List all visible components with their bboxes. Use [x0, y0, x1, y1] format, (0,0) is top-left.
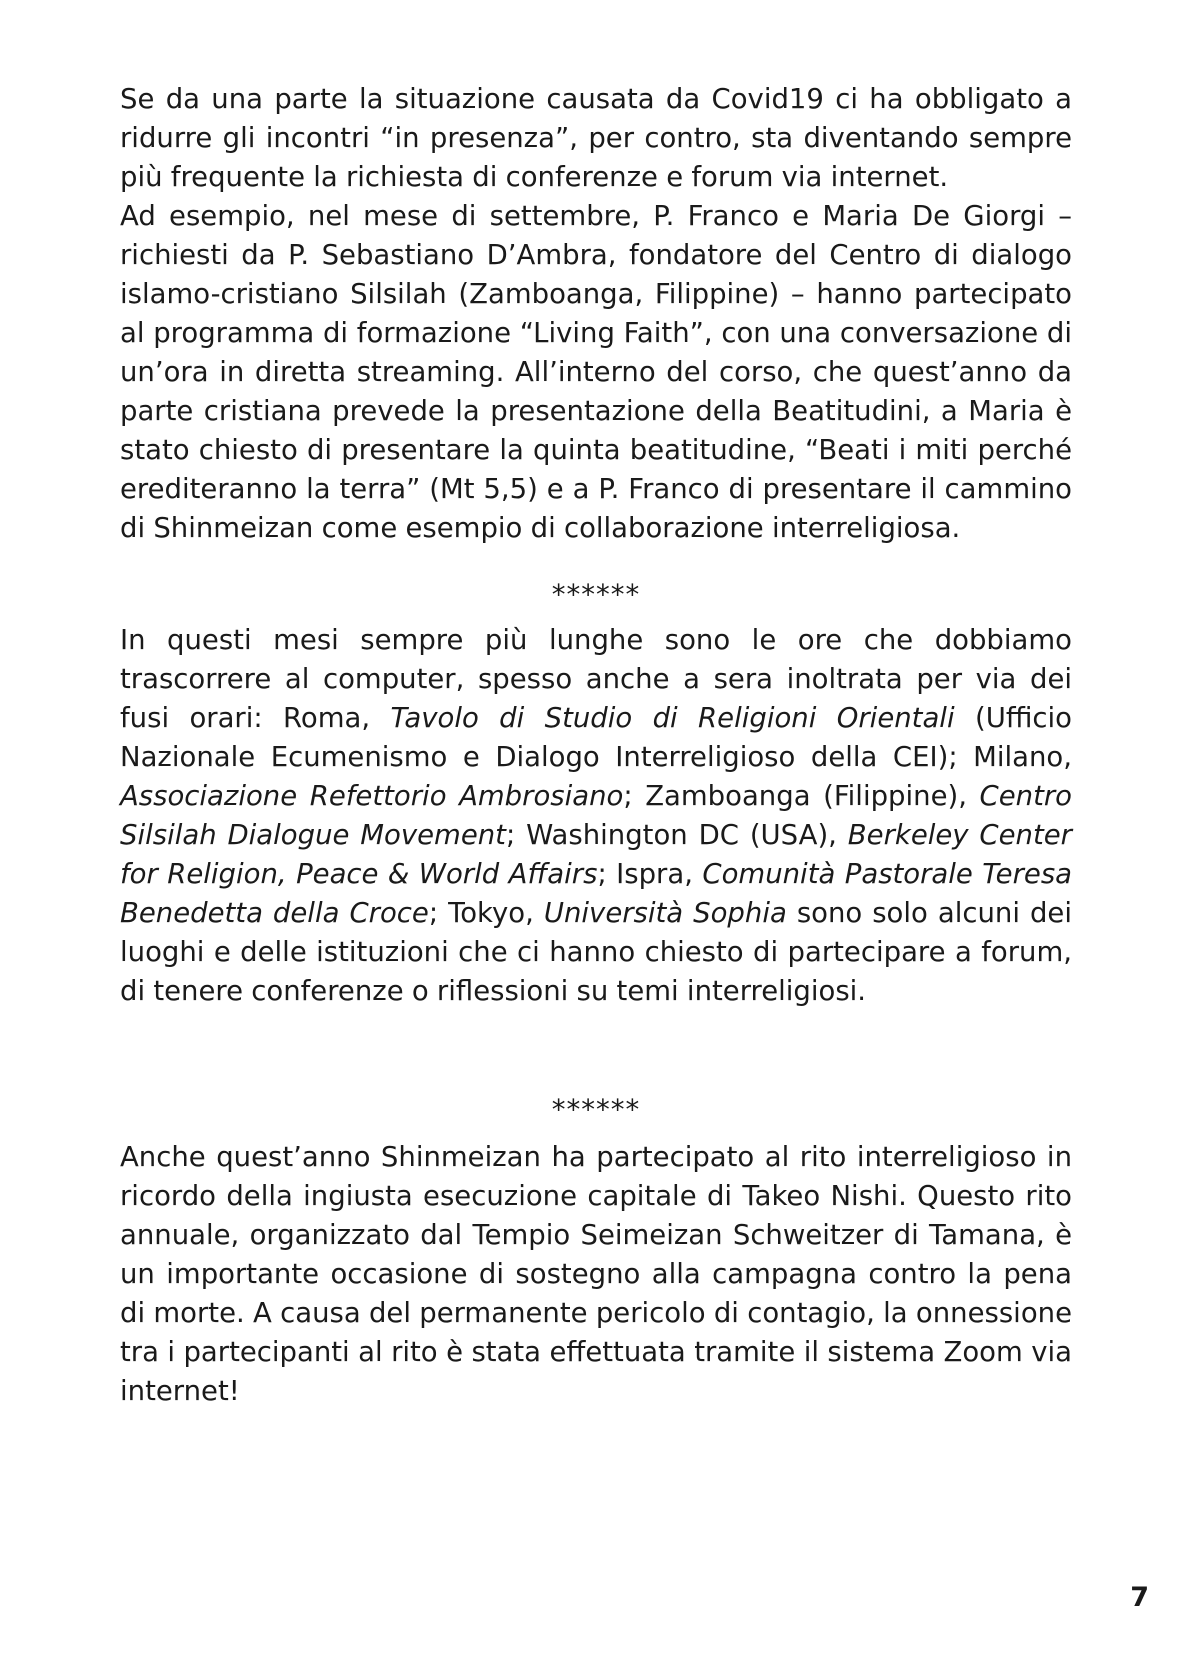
institution-name: Comunità Pastorale Teresa Benedetta della Croce	[120, 858, 1073, 929]
text-segment: ; Washington DC (USA),	[505, 819, 848, 851]
page-number: 7	[1130, 1582, 1149, 1613]
paragraph-covid: Se da una parte la situazione causata da Covid19 ci ha obbligato a ridurre gli incontri “in presenza”, per contro, sta diventando sempre più frequente la richiesta di conferenze e forum via internet.	[120, 83, 1072, 193]
text-segment: ; Ispra,	[597, 858, 703, 890]
paragraph-living-faith: Ad esempio, nel mese di settembre, P. Franco e Maria De Giorgi – richiesti da P. Sebastiano D’Ambra, fondatore del Centro di dialogo islamo-cristiano Silsilah (Zamboanga, Filippine) – hanno partecipato al programma di formazione “Living Faith”, con una conversazione di un’ora in diretta streaming. All’interno del corso, che quest’anno da parte cristiana prevede la presentazione della Beatitudini, a Maria è stato chiesto di presentare la quinta beatitudine, “Beati i miti perché erediteranno la terra” (Mt 5,5) e a P. Franco di presentare il cammino di Shinmeizan come esempio di collaborazione interreligiosa.	[120, 200, 1072, 544]
institution-name: Università Sophia	[543, 897, 787, 929]
institution-name: Tavolo di Studio di Religioni Orientali	[390, 702, 955, 734]
section-separator: ******	[551, 1094, 641, 1126]
document-page	[120, 80, 1072, 1411]
section-separator: ******	[551, 579, 641, 611]
text-segment: ; Tokyo,	[428, 897, 544, 929]
text-segment: (Ufficio Nazionale Ecumenismo e Dialogo Interreligioso della CEI); Milano,	[120, 702, 1072, 773]
institution-name: Berkeley Center for Religion, Peace & World Affairs	[120, 819, 1072, 890]
paragraph-takeo-nishi-rite: Anche quest’anno Shinmeizan ha partecipato al rito interreligioso in ricordo della ingiusta esecuzione capitale di Takeo Nishi. Questo rito annuale, organizzato dal Tempio Seimeizan Schweitzer di Tamana, è un importante occasione di sostegno alla campagna contro la pena di morte. A causa del permanente pericolo di contagio, la onnessione tra i partecipanti al rito è stata effettuata tramite il sistema Zoom via internet!	[120, 1141, 1072, 1407]
text-segment: In questi mesi sempre più lunghe sono le ore che dobbiamo trascorrere al computer, spesso anche a sera inoltrata per via dei fusi orari: Roma,	[120, 624, 1072, 734]
institution-name: Centro Silsilah Dialogue Movement	[120, 780, 1072, 851]
paragraph-online-institutions	[120, 621, 1072, 1011]
text-segment: ; Zamboanga (Filippine),	[623, 780, 980, 812]
text-segment: sono solo alcuni dei luoghi e delle istituzioni che ci hanno chiesto di partecipare a forum, di tenere conferenze o riflessioni su temi interreligiosi.	[120, 897, 1072, 1007]
institution-name: Associazione Refettorio Ambrosiano	[120, 780, 624, 812]
